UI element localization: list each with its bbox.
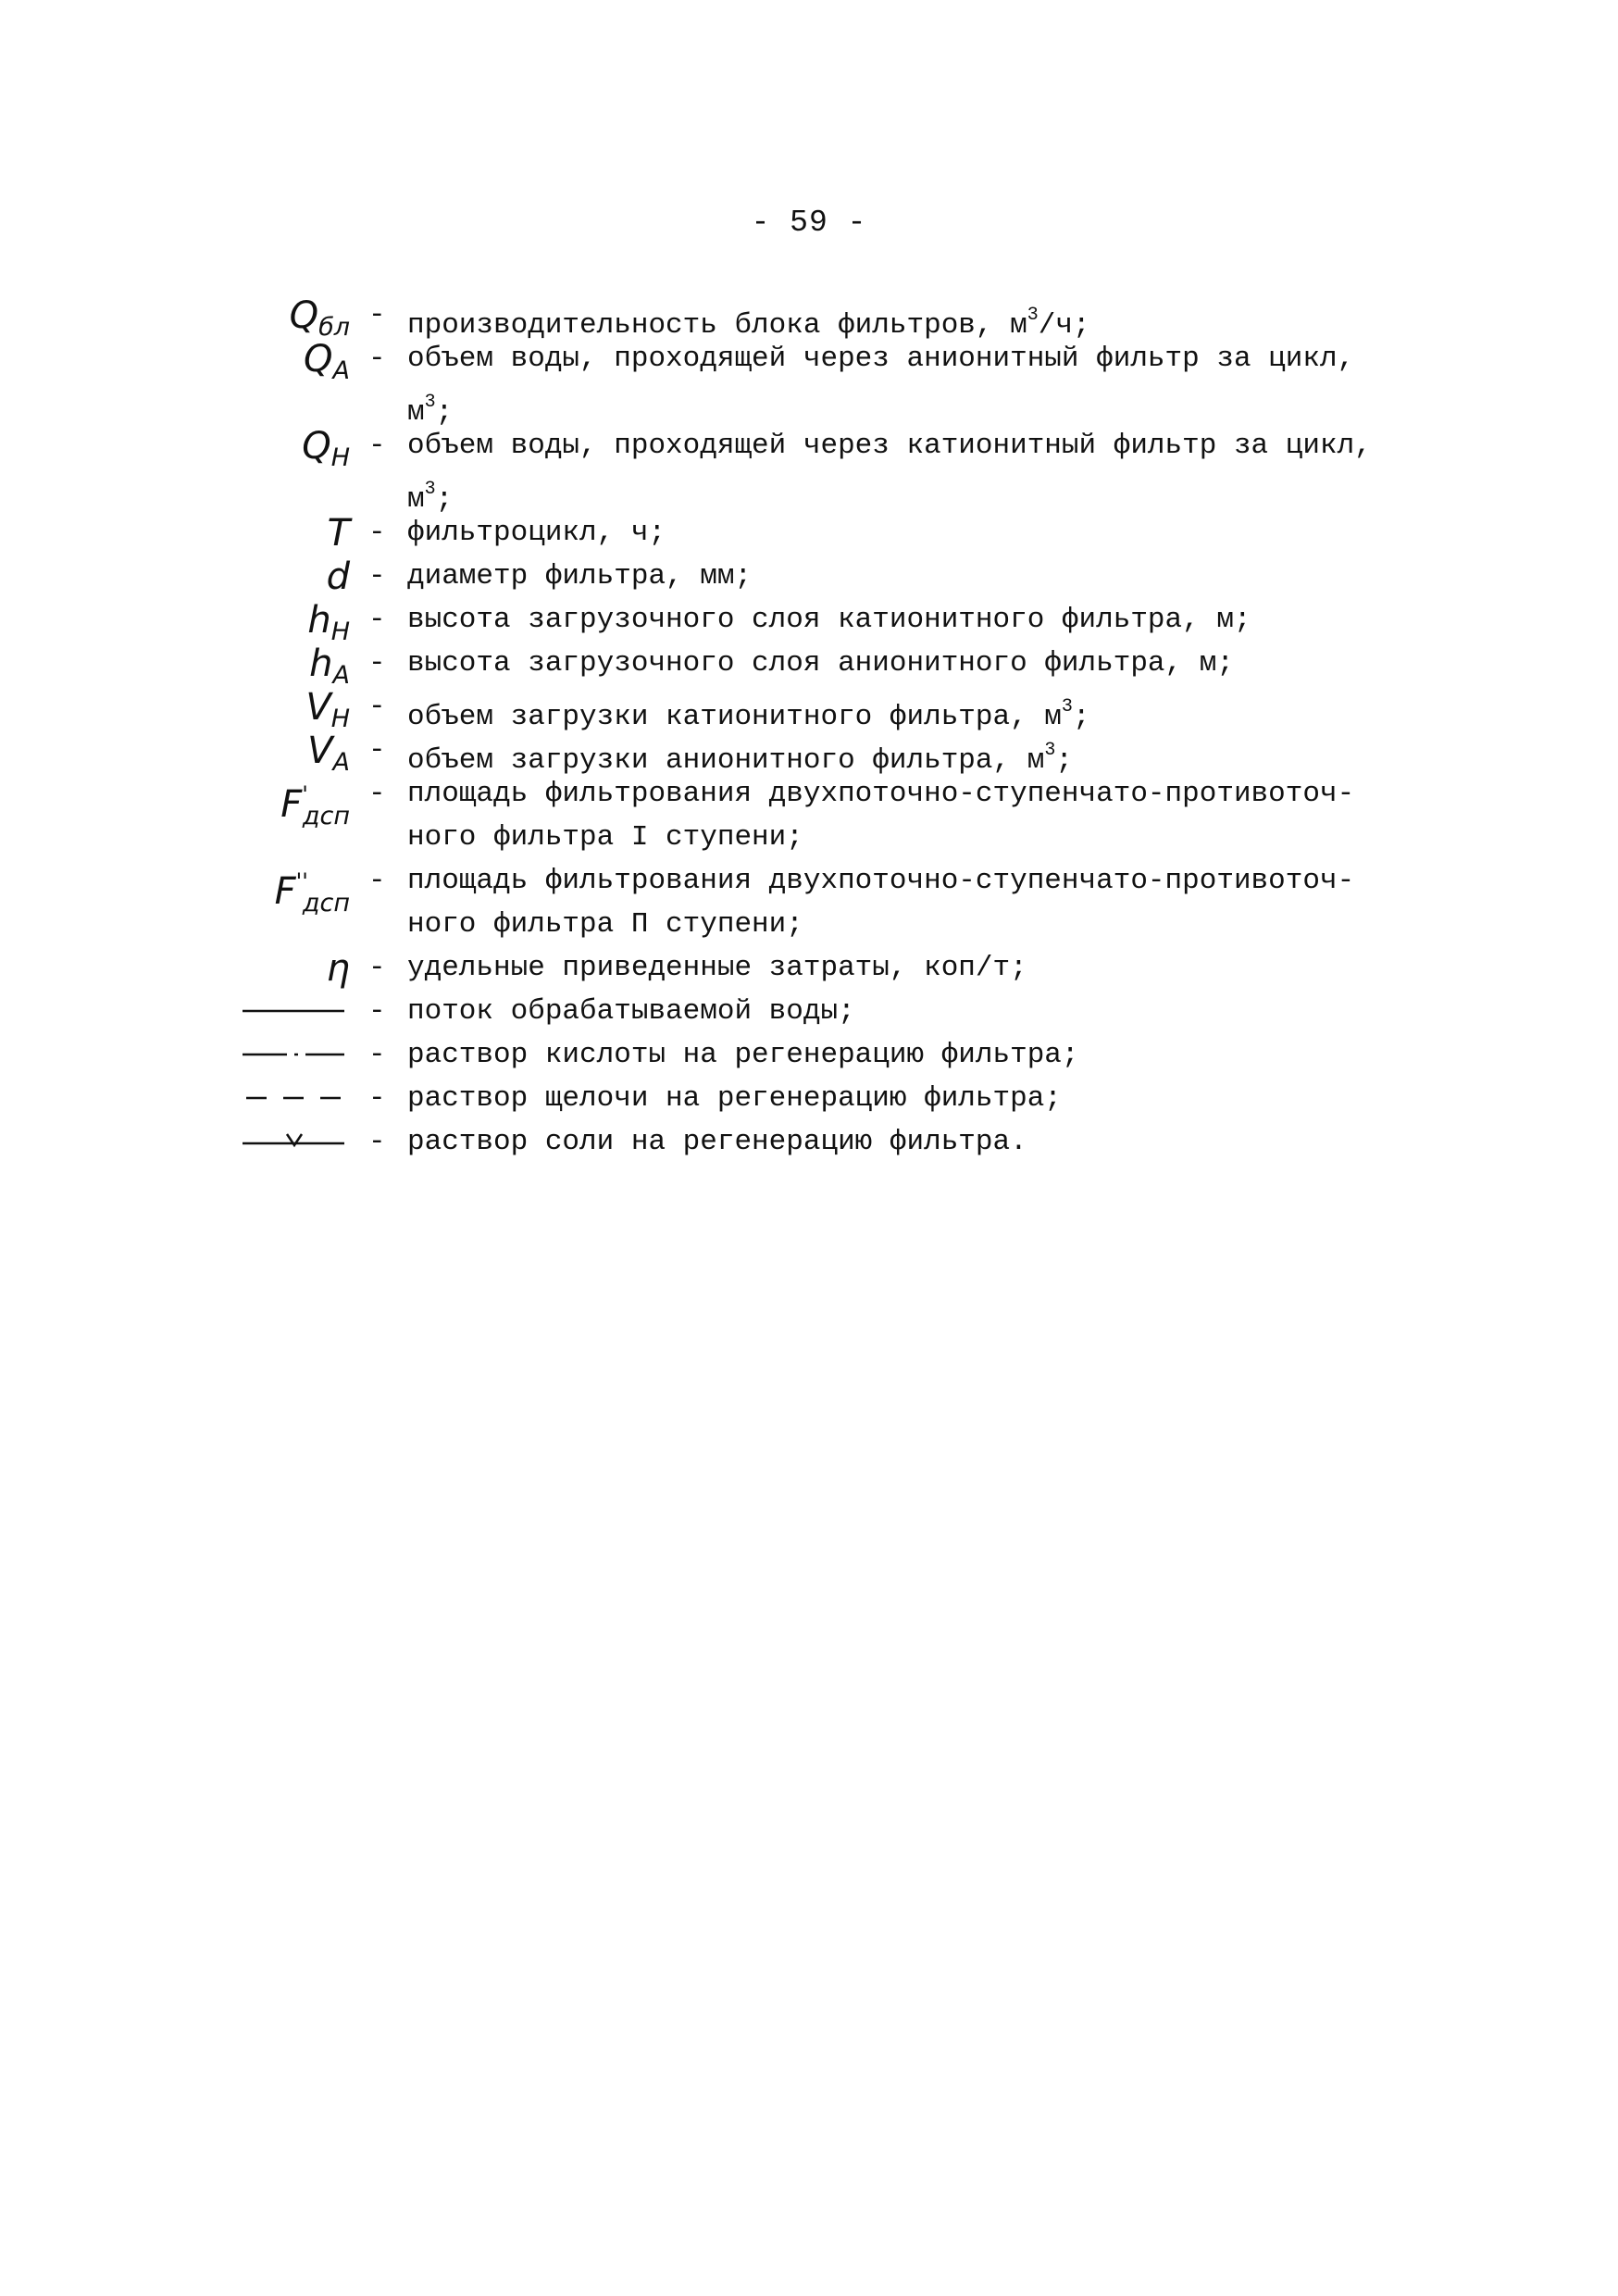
legend-entry [0,773,1618,830]
symbol: T [327,512,350,555]
description: площадь фильтрования двухпоточно-ступенчато-противоточ- [407,865,1355,897]
description: диаметр фильтра, мм; [407,560,753,593]
line-legend-entry [0,1121,1618,1164]
dash: - [368,1082,386,1115]
description-continuation: $м^3$; [407,479,454,516]
dash: - [368,691,386,723]
description: раствор щелочи на регенерацию фильтра; [407,1082,1062,1115]
dash: - [368,778,386,810]
symbol: $F''_{дсп}$ [274,868,350,917]
legend-entry [0,555,1618,598]
description: объем загрузки анионитного фильтра, $м^3$; [407,740,1073,777]
dash: - [368,299,386,331]
line-legend-entry [0,991,1618,1033]
description: объем воды, проходящей через катионитный фильтр за цикл, [407,430,1372,462]
symbol: $h_Н$ [307,599,350,646]
description: высота загрузочного слоя катионитного фильтра, м; [407,604,1251,636]
symbol: d [326,555,350,598]
dash: - [368,1039,386,1071]
dash: - [368,952,386,984]
symbol: $Q_{бл}$ [289,294,350,342]
description: производительность блока фильтров, $м^3/ч$; [407,305,1090,342]
symbol: η [326,947,350,990]
v-marked-line-icon [243,1129,344,1156]
dash: - [368,995,386,1028]
legend-entry [0,599,1618,646]
description: раствор соли на регенерацию фильтра. [407,1126,1027,1158]
dash: - [368,604,386,636]
dash: - [368,865,386,897]
legend-entry [0,860,1618,917]
legend-entry [0,730,1618,777]
description: удельные приведенные затраты, коп/т; [407,952,1027,984]
dash: - [368,343,386,375]
symbol: $h_А$ [309,643,350,690]
dash-dot-line-icon [243,1042,344,1069]
legend-entry [0,338,1618,385]
legend-entry [0,643,1618,690]
description-continuation: $м^3$; [407,392,454,429]
dash: - [368,517,386,549]
description: фильтроцикл, ч; [407,517,666,549]
legend-entry [0,425,1618,472]
dash: - [368,560,386,593]
description: площадь фильтрования двухпоточно-ступенчато-противоточ- [407,778,1355,810]
description: объем воды, проходящей через анионитный фильтр за цикл, [407,343,1355,375]
symbol: $F'_{дсп}$ [280,781,350,830]
description: поток обрабатываемой воды; [407,995,855,1028]
description: высота загрузочного слоя анионитного фильтра, м; [407,647,1234,680]
legend-entry [0,686,1618,733]
symbol: $V_Н$ [305,686,350,733]
line-legend-entry [0,1078,1618,1120]
description-continuation: ного фильтра П ступени; [407,908,803,941]
symbol: $Q_Н$ [302,425,350,472]
page-number: - 59 - [751,206,867,240]
dash: - [368,647,386,680]
dash: - [368,430,386,462]
solid-line-icon [243,998,344,1026]
description: объем загрузки катионитного фильтра, $м^3$; [407,696,1090,733]
symbol: $V_А$ [307,730,350,777]
line-legend-entry [0,1034,1618,1077]
legend-entry [0,947,1618,990]
dash: - [368,734,386,767]
description-continuation: ного фильтра I ступени; [407,821,803,854]
dash: - [368,1126,386,1158]
legend-entry [0,294,1618,342]
dashed-line-icon [243,1085,344,1113]
legend-entry [0,512,1618,555]
description: раствор кислоты на регенерацию фильтра; [407,1039,1079,1071]
symbol: $Q_А$ [304,338,350,385]
